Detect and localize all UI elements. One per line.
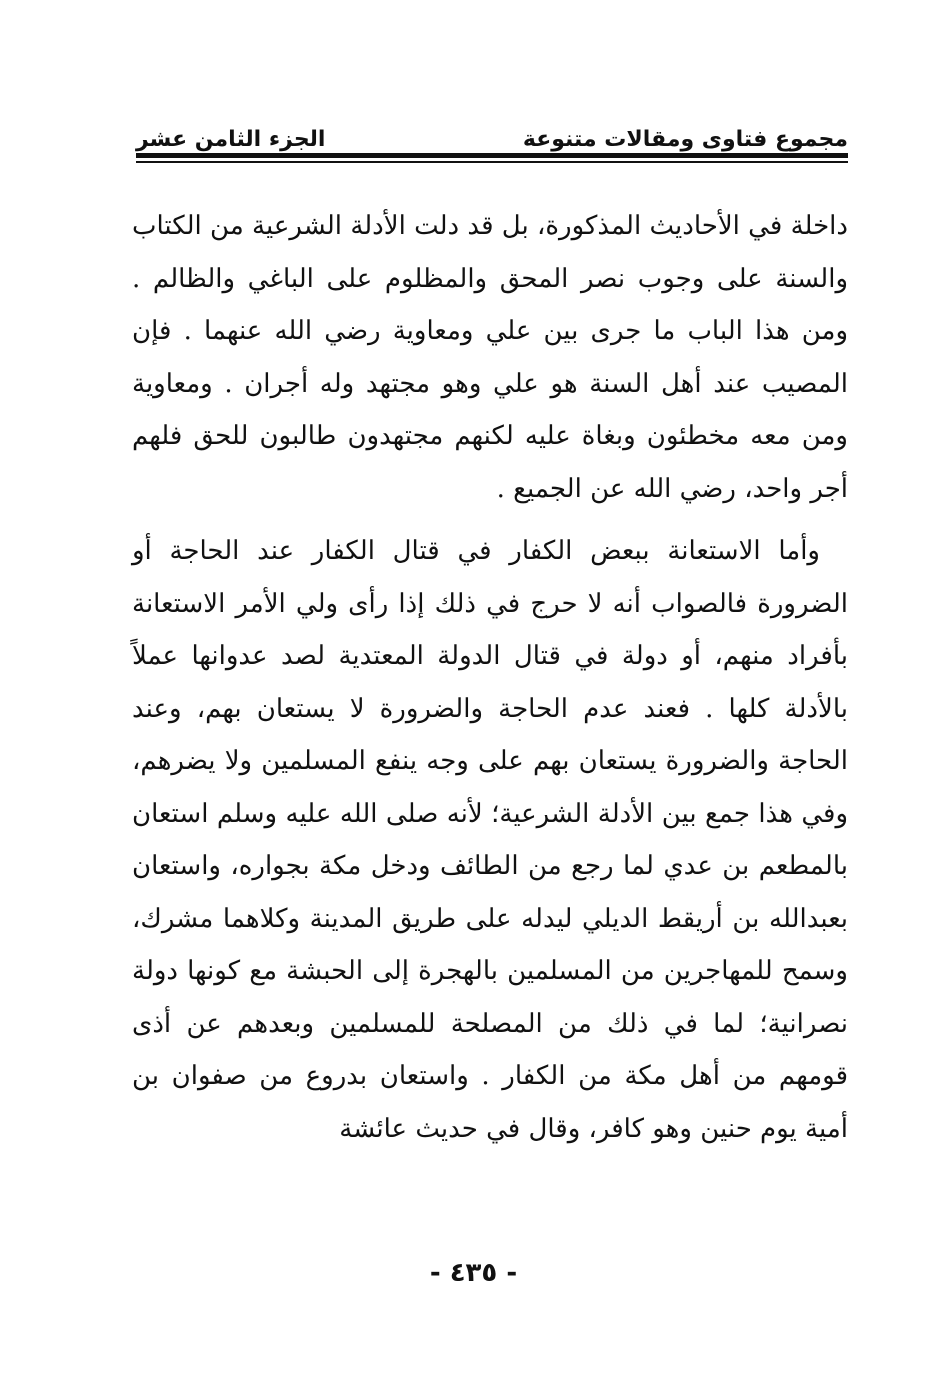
- running-header: [136, 118, 848, 152]
- book-title: مجموع فتاوى ومقالات متنوعة: [522, 127, 848, 152]
- paragraph-1: داخلة في الأحاديث المذكورة، بل قد دلت الأدلة الشرعية من الكتاب والسنة على وجوب نصر المحق والمظلوم على الباغي والظالم . ومن هذا الباب ما جرى بين علي ومعاوية رضي الله عنهما . فإن المصيب عند أهل السنة هو علي وهو مجتهد وله أجران . ومعاوية ومن معه مخطئون وبغاة عليه لكنهم مجتهدون طالبون للحق فلهم أجر واحد، رضي الله عن الجميع .: [132, 211, 848, 504]
- paragraph-2: وأما الاستعانة ببعض الكفار في قتال الكفار عند الحاجة أو الضرورة فالصواب أنه لا حرج في ذلك إذا رأى ولي الأمر الاستعانة بأفراد منهم، أو دولة في قتال الدولة المعتدية لصد عدوانها عملاً بالأدلة كلها . فعند عدم الحاجة والضرورة لا يستعان بهم، وعند الحاجة والضرورة يستعان بهم على وجه ينفع المسلمين ولا يضرهم، وفي هذا جمع بين الأدلة الشرعية؛ لأنه صلى الله عليه وسلم استعان بالمطعم بن عدي لما رجع من الطائف ودخل مكة بجواره، واستعان بعبدالله بن أريقط الديلي ليدله على طريق المدينة وكلاهما مشرك، وسمح للمهاجرين من المسلمين بالهجرة إلى الحبشة مع كونها دولة نصرانية؛ لما في ذلك من المصلحة للمسلمين وبعدهم عن أذى قومهم من أهل مكة من الكفار . واستعان بدروع من صفوان بن أمية يوم حنين وهو كافر، وقال في حديث عائشة: [132, 536, 848, 1144]
- volume-label: الجزء الثامن عشر: [136, 127, 326, 152]
- page-number: - ٤٣٥ -: [429, 1258, 518, 1288]
- body-text: [132, 200, 848, 1155]
- header-divider: [136, 153, 848, 163]
